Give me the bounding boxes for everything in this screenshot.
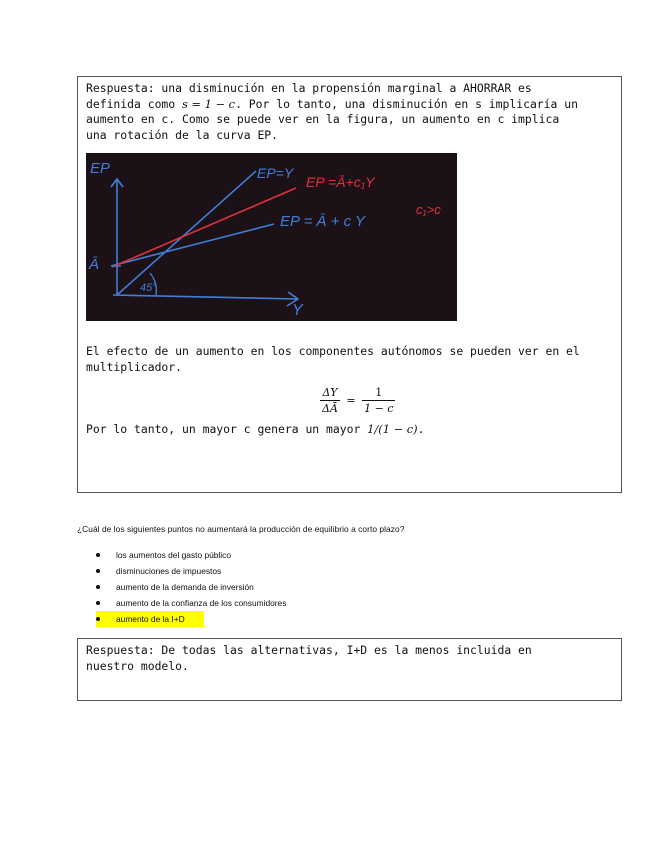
multiplier-formula (320, 386, 395, 415)
ep-old-line (111, 224, 274, 266)
answer-1-para-3-pre: Por lo tanto, un mayor c genera un mayor (86, 422, 368, 436)
answer-1-line-2-a: definida como (86, 96, 183, 111)
formula-rhs-denominator: 1 − c (364, 402, 394, 415)
bullet-icon (96, 601, 100, 605)
option-item (96, 547, 286, 563)
option-label: aumento de la confianza de los consumidores (116, 598, 287, 608)
ep-new-line (112, 188, 296, 267)
option-label: disminuciones de impuestos (116, 566, 222, 576)
answer-1-paragraph-3 (86, 422, 613, 438)
bullet-icon (96, 569, 100, 573)
option-item (96, 595, 286, 611)
formula-lhs-numerator: ΔY (320, 386, 340, 401)
c1-greater-c-label: c₁>c (416, 202, 441, 217)
answer-box-2 (77, 638, 622, 701)
answer-2-paragraph (86, 643, 613, 674)
answer-1-para-2-line-2: multiplicador. (86, 359, 183, 374)
ep-new-label: EP =Ā+c₁Y (306, 174, 375, 190)
bullet-icon (96, 617, 100, 621)
answer-1-line-2-b: . Por lo tanto, una disminución en s implicaría un (235, 96, 578, 111)
answer-2-line-1: Respuesta: De todas las alternativas, I+D es la menos incluida en (86, 643, 532, 657)
horizontal-axis (113, 295, 298, 299)
answer-1-line-4: una rotación de la curva EP. (86, 127, 279, 142)
bullet-icon (96, 585, 100, 589)
ep-equals-y-line (117, 171, 256, 295)
option-item-highlighted (96, 611, 204, 627)
option-label: los aumentos del gasto público (116, 550, 231, 560)
answer-2-line-2: nuestro modelo. (86, 658, 189, 673)
savings-definition-math: s = 1 − c (182, 96, 236, 111)
question-text: ¿Cuál de los siguientes puntos no aumentará la producción de equilibrio a corto plazo? (77, 524, 405, 534)
bullet-icon (96, 553, 100, 557)
abar-label: Ā (89, 256, 100, 273)
formula-lhs-fraction (320, 386, 340, 415)
ep-old-label: EP = Ā + c Y (280, 213, 366, 230)
answer-box-1 (77, 76, 622, 493)
answer-1-line-3: aumento en c. Como se puede ver en la figura, un aumento en c implica (86, 112, 560, 127)
option-label: aumento de la I+D (116, 614, 185, 624)
option-label: aumento de la demanda de inversión (116, 582, 254, 592)
ep-axis-label: EP (90, 160, 111, 177)
ep-rotation-figure (86, 153, 457, 321)
formula-rhs-fraction (362, 386, 395, 415)
answer-1-line-1: Respuesta: una disminución en la propensión marginal a AHORRAR es (86, 81, 532, 95)
answer-1-para-3-math: 1/(1 − c) (367, 422, 418, 436)
option-item (96, 579, 286, 595)
formula-rhs-numerator: 1 (362, 386, 395, 401)
option-item (96, 563, 286, 579)
answer-1-para-2-line-1: El efecto de un aumento en los componentes autónomos se pueden ver en el (86, 344, 580, 358)
answer-1-paragraph (86, 81, 613, 143)
answer-1-paragraph-2 (86, 344, 613, 375)
y-axis-label: Y (292, 302, 303, 319)
angle-45-label: 45° (140, 282, 157, 294)
formula-equals: = (346, 394, 356, 407)
options-list (96, 547, 286, 627)
answer-1-line-2 (86, 97, 613, 113)
answer-1-para-3-post: . (417, 422, 425, 436)
ep-equals-y-label: EP=Y (257, 165, 294, 181)
formula-lhs-denominator: ΔĀ (322, 402, 338, 415)
